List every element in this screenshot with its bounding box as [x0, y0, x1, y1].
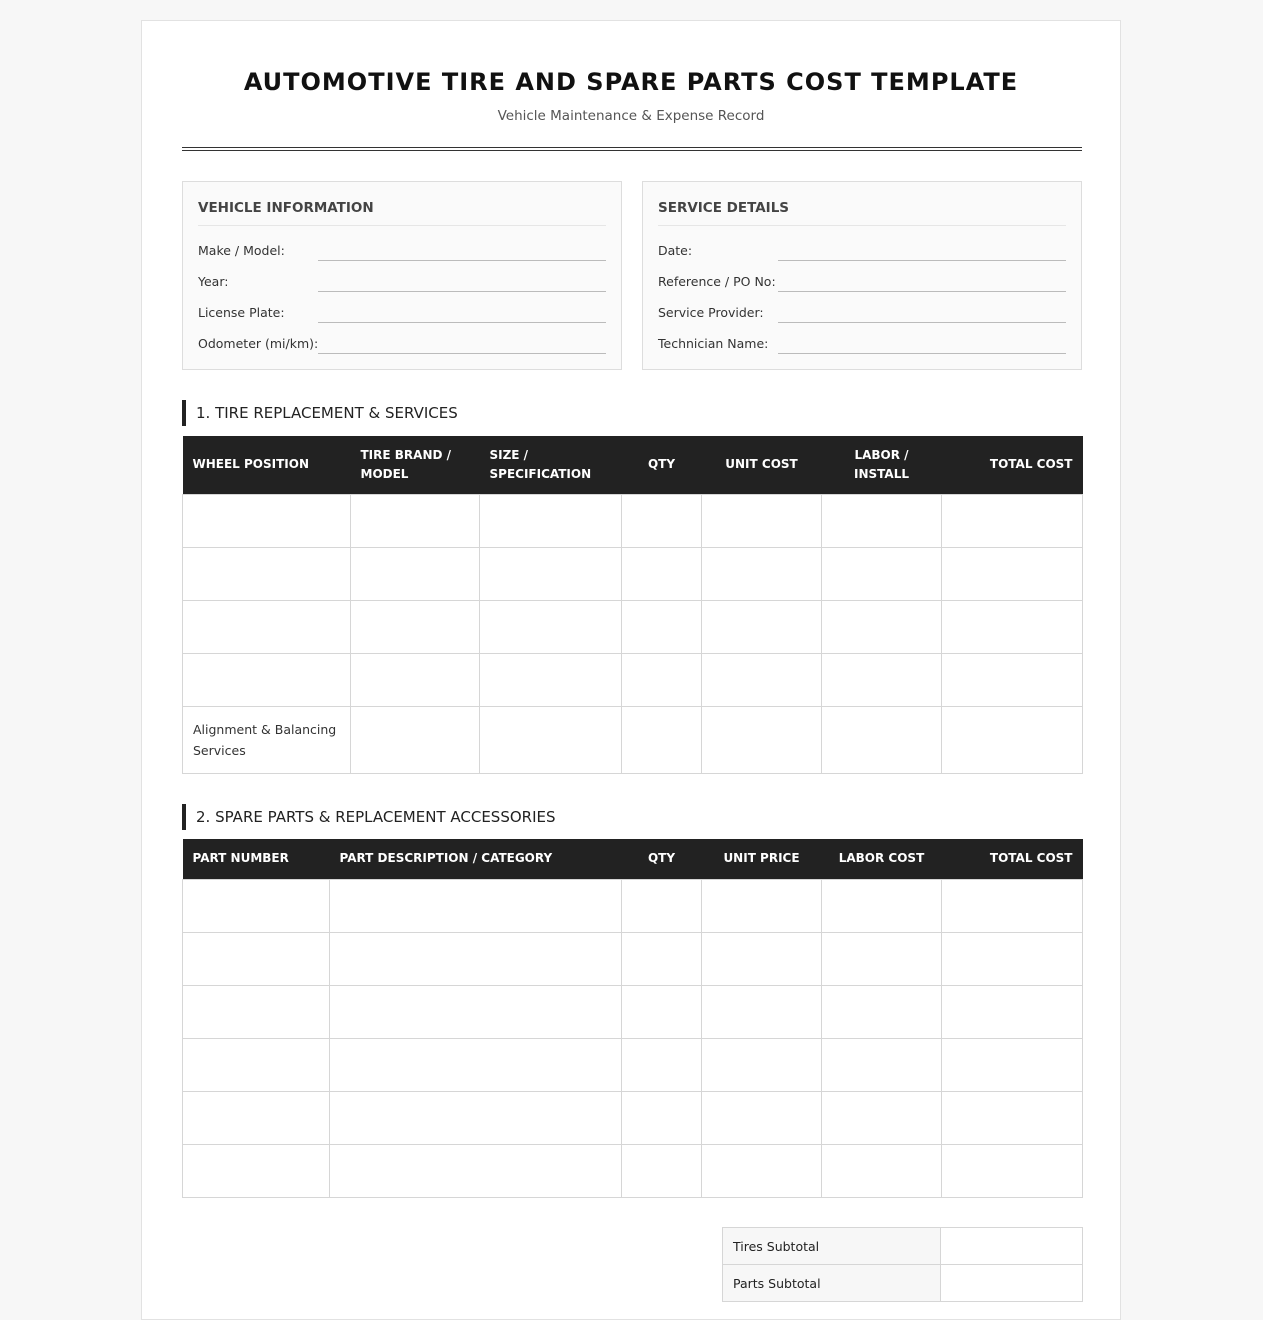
table-cell[interactable]: [822, 932, 942, 985]
table-cell[interactable]: [622, 547, 702, 600]
table-cell[interactable]: [702, 879, 822, 932]
table-cell[interactable]: [622, 932, 702, 985]
table-cell[interactable]: [622, 1038, 702, 1091]
alignment-balancing-label: Alignment & Balancing Services: [183, 706, 351, 773]
col-unit-cost: UNIT COST: [702, 436, 822, 494]
technician-name-label: Technician Name:: [658, 336, 769, 351]
table-cell[interactable]: [351, 494, 480, 547]
table-cell[interactable]: [942, 985, 1083, 1038]
table-cell[interactable]: [183, 600, 351, 653]
col-wheel-position: WHEEL POSITION: [183, 436, 351, 494]
make-model-label: Make / Model:: [198, 243, 285, 258]
table-cell[interactable]: [942, 1038, 1083, 1091]
technician-name-field[interactable]: [778, 353, 1066, 354]
table-cell[interactable]: [702, 1144, 822, 1197]
tires-table: [182, 436, 1083, 774]
tires-section-title: 1. TIRE REPLACEMENT & SERVICES: [182, 400, 458, 426]
table-cell[interactable]: [351, 547, 480, 600]
table-cell[interactable]: [183, 1091, 330, 1144]
table-row: [183, 879, 1083, 932]
table-cell[interactable]: [330, 932, 622, 985]
col-size-specification: SIZE / SPECIFICATION: [480, 436, 622, 494]
table-row: [183, 932, 1083, 985]
table-cell[interactable]: [702, 600, 822, 653]
table-cell[interactable]: [942, 706, 1083, 773]
table-cell[interactable]: [702, 932, 822, 985]
table-cell[interactable]: [480, 653, 622, 706]
table-cell[interactable]: [330, 1038, 622, 1091]
table-cell[interactable]: [330, 1144, 622, 1197]
date-label: Date:: [658, 243, 693, 258]
table-cell[interactable]: [480, 706, 622, 773]
reference-po-field[interactable]: [778, 291, 1066, 292]
table-cell[interactable]: [942, 932, 1083, 985]
table-row: [183, 600, 1083, 653]
table-cell[interactable]: [351, 600, 480, 653]
table-cell[interactable]: [183, 985, 330, 1038]
odometer-field[interactable]: [318, 353, 606, 354]
col-total-cost: TOTAL COST: [942, 839, 1083, 879]
table-cell[interactable]: [942, 1091, 1083, 1144]
table-cell[interactable]: [822, 494, 942, 547]
col-part-description: PART DESCRIPTION / CATEGORY: [330, 839, 622, 879]
table-row: [183, 653, 1083, 706]
table-cell[interactable]: [822, 706, 942, 773]
table-cell[interactable]: [622, 653, 702, 706]
table-cell[interactable]: [183, 879, 330, 932]
license-plate-label: License Plate:: [198, 305, 285, 320]
table-cell[interactable]: [822, 653, 942, 706]
service-provider-field[interactable]: [778, 322, 1066, 323]
col-qty: QTY: [622, 436, 702, 494]
table-cell[interactable]: [622, 1091, 702, 1144]
col-total-cost: TOTAL COST: [942, 436, 1083, 494]
table-cell[interactable]: [622, 494, 702, 547]
table-cell[interactable]: [622, 879, 702, 932]
table-cell[interactable]: [942, 879, 1083, 932]
table-cell[interactable]: [183, 653, 351, 706]
table-cell[interactable]: [183, 932, 330, 985]
table-cell[interactable]: [480, 600, 622, 653]
table-row: [183, 985, 1083, 1038]
table-cell[interactable]: [702, 706, 822, 773]
table-cell[interactable]: [702, 547, 822, 600]
table-cell[interactable]: [822, 600, 942, 653]
table-cell[interactable]: [183, 547, 351, 600]
table-cell[interactable]: [330, 879, 622, 932]
reference-po-label: Reference / PO No:: [658, 274, 776, 289]
year-field[interactable]: [318, 291, 606, 292]
table-cell[interactable]: [822, 1144, 942, 1197]
vehicle-info-box: [182, 181, 622, 370]
table-cell[interactable]: [183, 494, 351, 547]
table-row: [183, 1144, 1083, 1197]
page-subtitle: Vehicle Maintenance & Expense Record: [497, 108, 765, 124]
col-unit-price: UNIT PRICE: [702, 839, 822, 879]
table-cell[interactable]: [702, 1038, 822, 1091]
col-part-number: PART NUMBER: [183, 839, 330, 879]
table-cell[interactable]: [183, 1038, 330, 1091]
table-cell[interactable]: [822, 547, 942, 600]
table-cell[interactable]: [622, 600, 702, 653]
page-title: AUTOMOTIVE TIRE AND SPARE PARTS COST TEMPLATE: [243, 68, 1019, 96]
tires-table-header: [183, 436, 1083, 494]
table-cell[interactable]: [622, 985, 702, 1038]
make-model-field[interactable]: [318, 260, 606, 261]
col-qty: QTY: [622, 839, 702, 879]
table-cell[interactable]: [942, 653, 1083, 706]
header-rule-top: [182, 147, 1082, 148]
table-cell[interactable]: [702, 1091, 822, 1144]
parts-section-title: 2. SPARE PARTS & REPLACEMENT ACCESSORIES: [182, 804, 556, 830]
table-cell[interactable]: [822, 1038, 942, 1091]
vehicle-info-title: VEHICLE INFORMATION: [198, 200, 606, 226]
table-cell[interactable]: [480, 494, 622, 547]
odometer-label: Odometer (mi/km):: [198, 336, 319, 351]
table-row: [183, 1038, 1083, 1091]
date-field[interactable]: [778, 260, 1066, 261]
parts-subtotal-label: Parts Subtotal: [723, 1265, 941, 1302]
table-cell[interactable]: [702, 653, 822, 706]
parts-table: [182, 839, 1083, 1198]
tires-subtotal-value[interactable]: [941, 1228, 1083, 1265]
table-cell[interactable]: [942, 547, 1083, 600]
table-cell[interactable]: [480, 547, 622, 600]
table-row: [183, 494, 1083, 547]
license-plate-field[interactable]: [318, 322, 606, 323]
table-cell[interactable]: [702, 494, 822, 547]
col-labor-cost: LABOR COST: [822, 839, 942, 879]
col-labor-install: LABOR / INSTALL: [822, 436, 942, 494]
table-cell[interactable]: [183, 1144, 330, 1197]
table-cell[interactable]: [822, 1091, 942, 1144]
col-tire-brand-model: TIRE BRAND / MODEL: [351, 436, 480, 494]
service-provider-label: Service Provider:: [658, 305, 764, 320]
table-row: [183, 547, 1083, 600]
alignment-balancing-row: [183, 706, 1083, 773]
header-rule-bottom: [182, 150, 1082, 151]
service-details-box: [642, 181, 1082, 370]
document-page: [141, 20, 1121, 1320]
table-cell[interactable]: [351, 653, 480, 706]
table-cell[interactable]: [330, 985, 622, 1038]
year-label: Year:: [198, 274, 229, 289]
table-cell[interactable]: [942, 494, 1083, 547]
service-details-title: SERVICE DETAILS: [658, 200, 1066, 226]
table-cell[interactable]: [942, 600, 1083, 653]
table-cell[interactable]: [942, 1144, 1083, 1197]
table-cell[interactable]: [822, 879, 942, 932]
table-cell[interactable]: [622, 706, 702, 773]
parts-table-header: [183, 839, 1083, 879]
table-cell[interactable]: [702, 985, 822, 1038]
table-row: [183, 1091, 1083, 1144]
table-cell[interactable]: [822, 985, 942, 1038]
table-cell[interactable]: [351, 706, 480, 773]
tires-subtotal-label: Tires Subtotal: [723, 1228, 941, 1265]
table-cell[interactable]: [622, 1144, 702, 1197]
table-cell[interactable]: [330, 1091, 622, 1144]
summary-table: [722, 1227, 1083, 1302]
tires-subtotal-row: [723, 1228, 1083, 1265]
